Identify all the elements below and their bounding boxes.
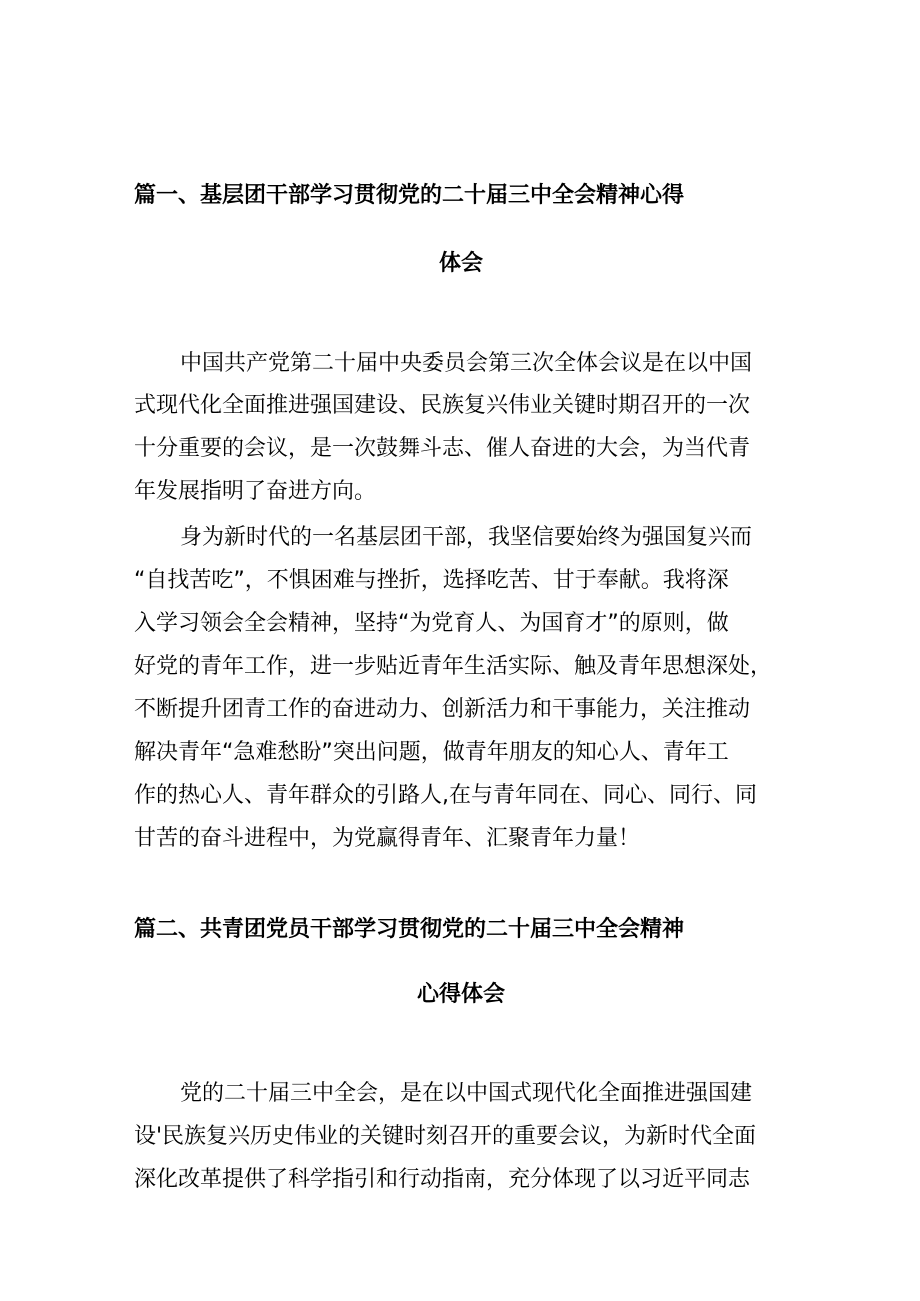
article2-title-line2: 心得体会 bbox=[416, 982, 505, 1007]
article1-p2-line4: 好党的青年工作，进一步贴近青年生活实际、触及青年思想深处， bbox=[134, 654, 773, 679]
article1-p1-line1: 中国共产党第二十届中央委员会第三次全体会议是在以中国 bbox=[180, 351, 753, 376]
article2-p1-line1: 党的二十届三中全会，是在以中国式现代化全面推进强国建 bbox=[180, 1081, 753, 1106]
article2-title-line1: 篇二、共青团党员干部学习贯彻党的二十届三中全会精神 bbox=[134, 917, 685, 942]
article1-p2-line3: 入学习领会全会精神，坚持“为党育人、为国育才”的原则，做 bbox=[134, 611, 729, 636]
article1-p1-line3: 十分重要的会议，是一次鼓舞斗志、催人奋进的大会，为当代青 bbox=[134, 436, 751, 461]
article1-p2-line2: “自找苦吃”，不惧困难与挫折，选择吃苦、甘于奉献。我将深 bbox=[134, 568, 729, 593]
article1-title-line1: 篇一、基层团干部学习贯彻党的二十届三中全会精神心得 bbox=[134, 183, 685, 208]
article1-p2-line5: 不断提升团青工作的奋进动力、创新活力和干事能力，关注推动 bbox=[134, 697, 751, 722]
article2-p1-line2: 设'民族复兴历史伟业的关键时刻召开的重要会议，为新时代全面 bbox=[134, 1124, 757, 1149]
article1-p2-line8: 甘苦的奋斗进程中，为党赢得青年、汇聚青年力量！ bbox=[134, 826, 641, 851]
article1-p2-line6: 解决青年“急难愁盼”突出问题，做青年朋友的知心人、青年工 bbox=[134, 740, 729, 765]
article2-p1-line3: 深化改革提供了科学指引和行动指南，充分体现了以习近平同志 bbox=[134, 1167, 751, 1192]
article1-p1-line2: 式现代化全面推进强国建设、民族复兴伟业关键时期召开的一次 bbox=[134, 393, 751, 418]
article1-p2-line1: 身为新时代的一名基层团干部，我坚信要始终为强国复兴而 bbox=[180, 525, 753, 550]
article1-title-line2: 体会 bbox=[438, 251, 483, 276]
article1-p1-line4: 年发展指明了奋进方向。 bbox=[134, 479, 377, 504]
article1-p2-line7: 作的热心人、青年群众的引路人,在与青年同在、同心、同行、同 bbox=[134, 783, 757, 808]
